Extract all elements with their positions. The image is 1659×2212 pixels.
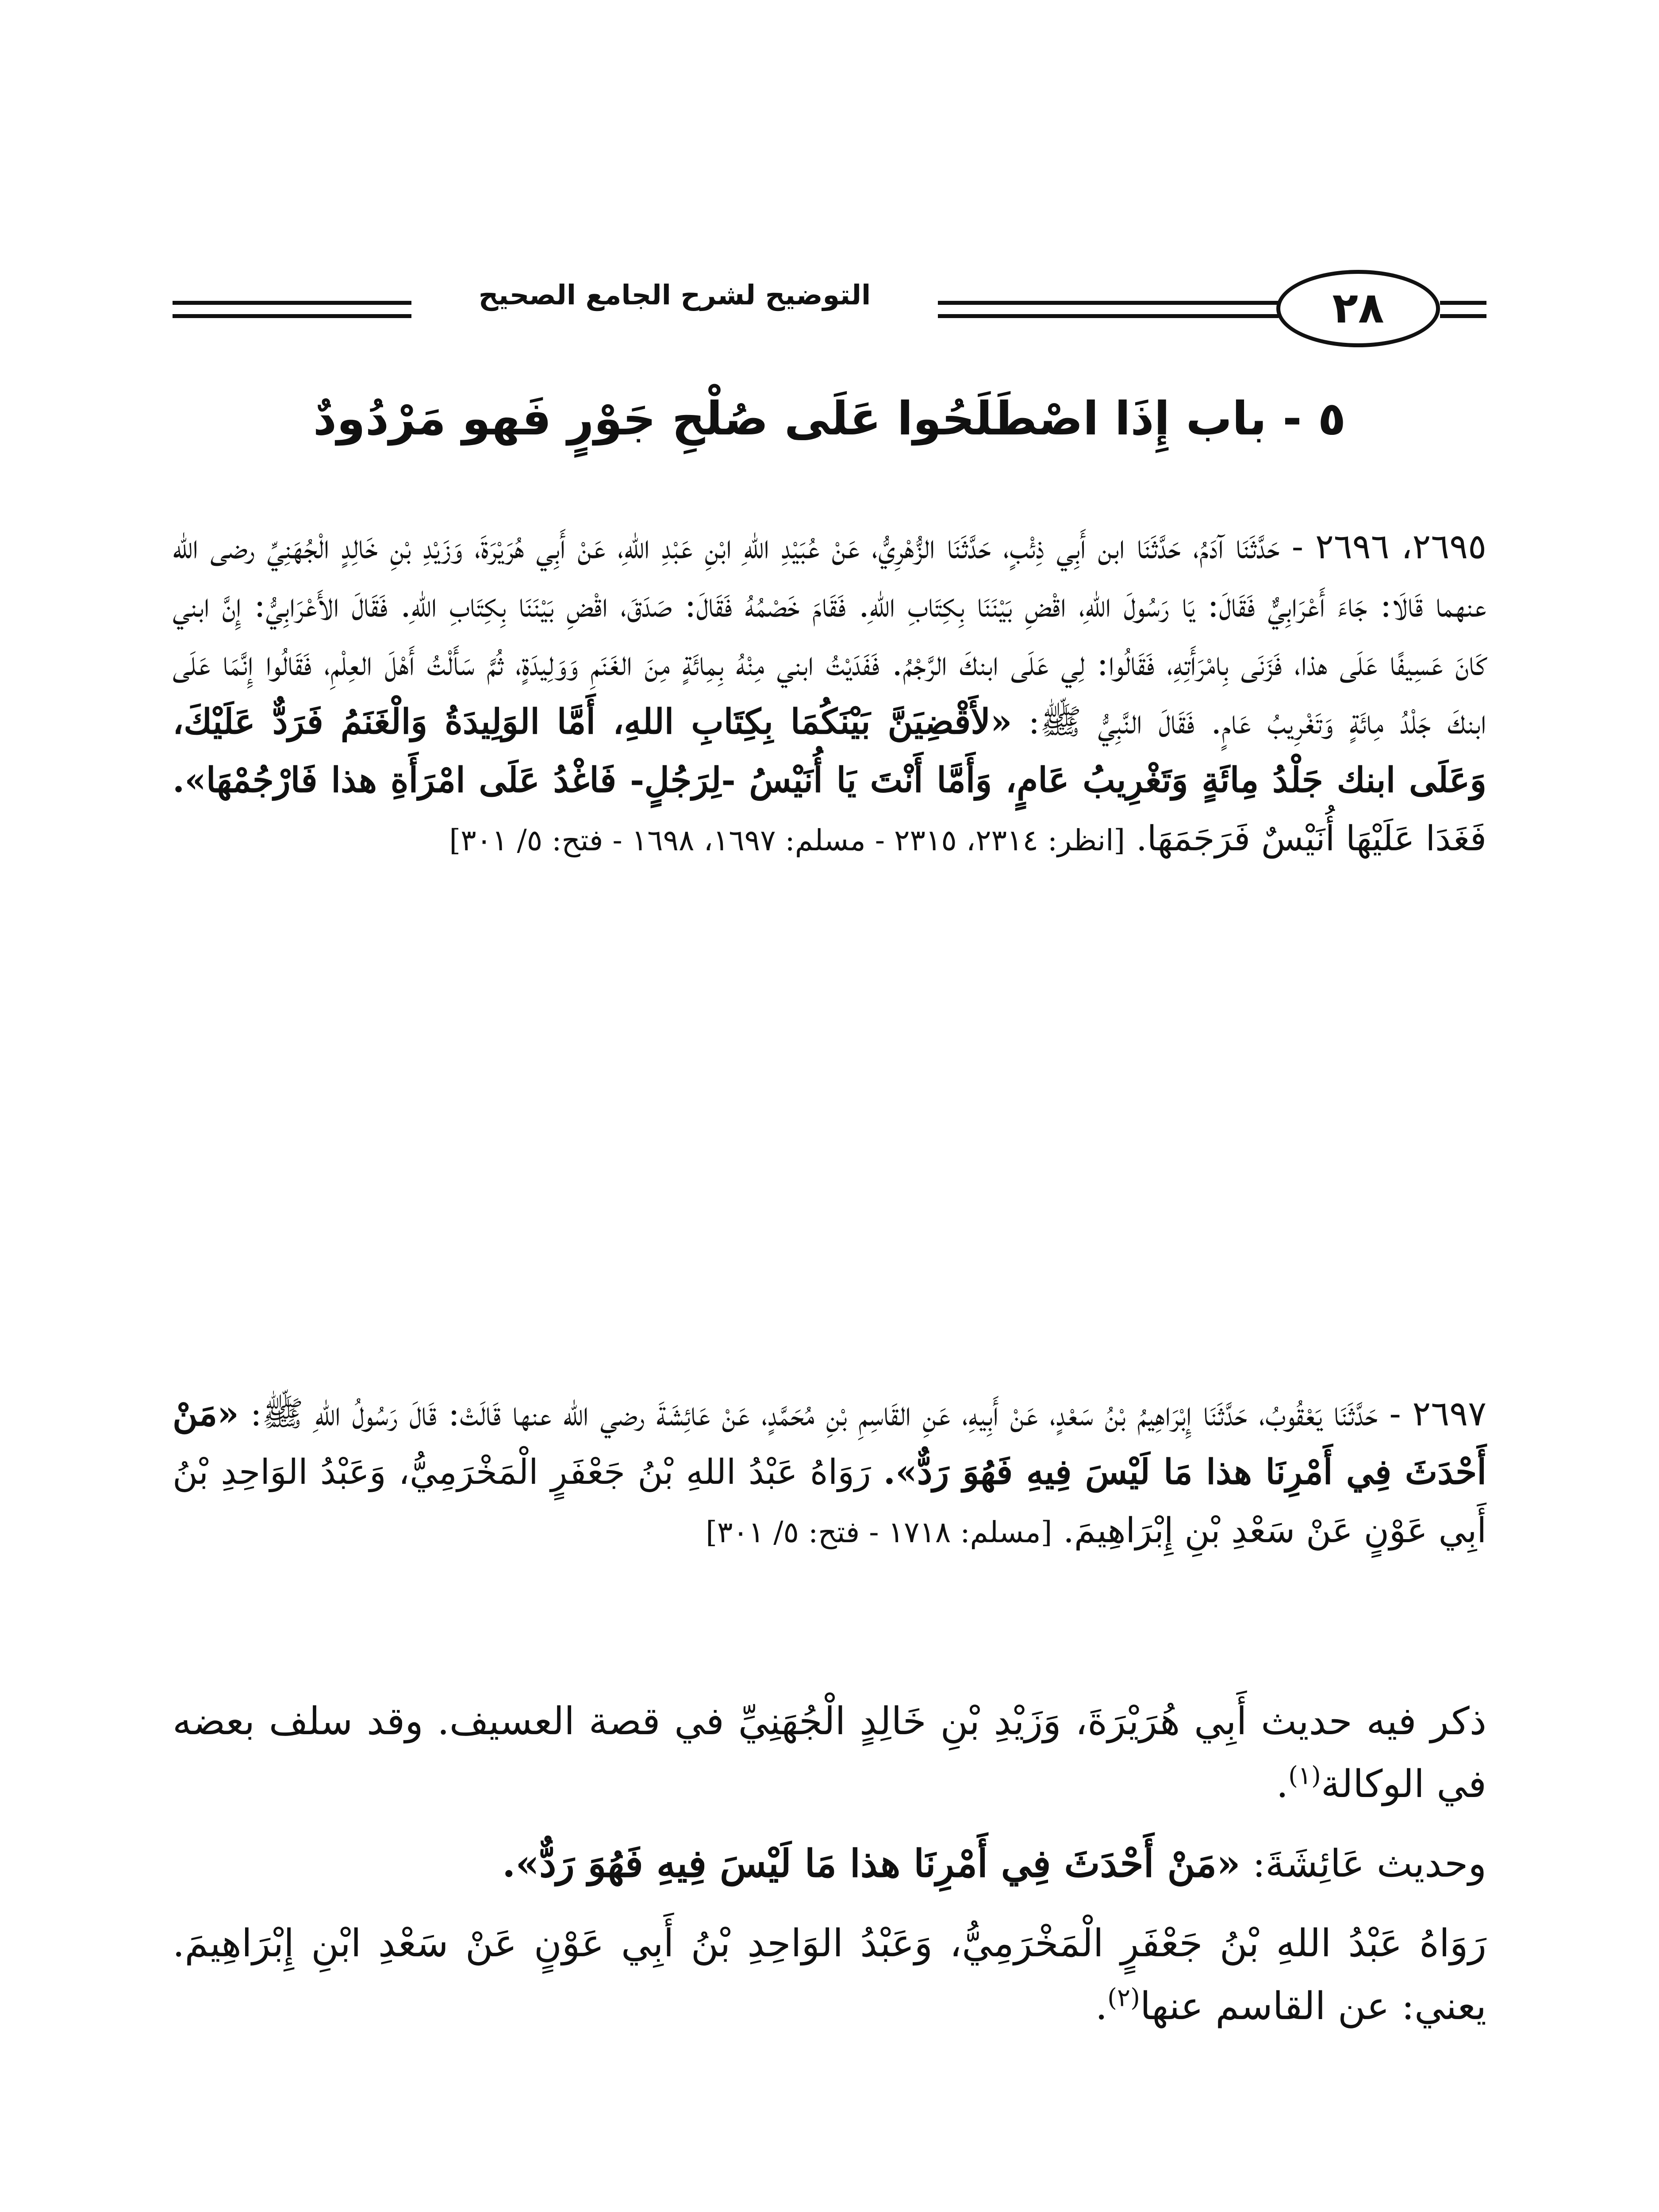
header-rule xyxy=(938,301,1279,305)
commentary xyxy=(173,1690,1486,2055)
cross-reference: [مسلم: ١٧١٨ - فتح: ٥/ ٣٠١] xyxy=(706,1515,1052,1549)
hadith-text: فَغَدَا عَلَيْهَا أُنَيْسٌ فَرَجَمَهَا. xyxy=(1136,819,1486,859)
header-rule xyxy=(173,301,411,305)
prophetic-quote: «مَنْ أَحْدَثَ فِي أَمْرِنَا هذا مَا لَيْسَ فِيهِ فَهُوَ رَدٌّ». xyxy=(502,1841,1240,1886)
footnote-marker: (٢) xyxy=(1107,1983,1140,2012)
cross-reference: [انظر: ٢٣١٤، ٢٣١٥ - مسلم: ١٦٩٧، ١٦٩٨ - فتح: ٥/ ٣٠١] xyxy=(449,823,1125,857)
prophetic-quote: «لأَقْضِيَنَّ بَيْنَكُمَا بِكِتَابِ اللهِ، أَمَّا الوَلِيدَةُ وَالْغَنَمُ فَرَدٌّ عَلَيْكَ، وَعَلَى ابنك جَلْدُ مِائَةٍ وَتَغْرِيبُ عَامٍ، وَأَمَّا أَنْتَ يَا أُنَيْسُ -لِرَجُلٍ- فَاغْدُ عَلَى امْرَأَةِ هذا فَارْجُمْهَا». xyxy=(173,702,1486,800)
hadith-text: ٢٦٩٧ - حَدَّثَنَا يَعْقُوبُ، حَدَّثَنَا إِبْرَاهِيمُ بْنُ سَعْدٍ، عَنْ أَبِيهِ، عَنِ القَاسِمِ بْنِ مُحَمَّدٍ، عَنْ عَائِشَةَ رضي الله عنها قَالَتْ: قَالَ رَسُولُ اللهِ ﷺ: xyxy=(250,1394,1486,1434)
hadith-text: رَوَاهُ عَبْدُ اللهِ بْنُ جَعْفَرٍ الْمَخْرَمِيُّ، وَعَبْدُ الوَاحِدِ بْنُ أَبِي عَوْنٍ عَنْ سَعْدِ بْنِ إِبْرَاهِيمَ. xyxy=(173,1452,1486,1551)
running-title: التوضيح لشرح الجامع الصحيح xyxy=(478,279,871,311)
chapter-title: ٥ - باب إِذَا اصْطَلَحُوا عَلَى صُلْحِ جَوْرٍ فَهو مَرْدُودٌ xyxy=(313,392,1346,445)
commentary-paragraph: ذكر فيه حديث أَبِي هُرَيْرَةَ، وَزَيْدِ بْنِ خَالِدٍ الْجُهَنِيِّ في قصة العسيف. وقد سلف بعضه في الوكالة$^{(١)}$. xyxy=(173,1699,1486,1806)
prophetic-quote: «مَنْ أَحْدَثَ فِي أَمْرِنَا هذا مَا لَيْسَ فِيهِ فَهُوَ رَدٌّ». xyxy=(173,1394,1486,1492)
running-header xyxy=(173,270,1486,347)
commentary-paragraph: رَوَاهُ عَبْدُ اللهِ بْنُ جَعْفَرٍ الْمَخْرَمِيُّ، وَعَبْدُ الوَاحِدِ بْنُ أَبِي عَوْنٍ عَنْ سَعْدِ ابْنِ إِبْرَاهِيمَ. يعني: عن القاسم عنها$^{(٢)}$. xyxy=(173,1921,1486,2028)
header-rule xyxy=(1440,301,1486,305)
header-rule xyxy=(938,314,1279,318)
hadith-text: ٢٦٩٥، ٢٦٩٦ - حَدَّثَنَا آدَمُ، حَدَّثَنَا ابن أَبِي ذِئْبٍ، حَدَّثَنَا الزُّهْرِيُّ، عَنْ عُبَيْدِ اللهِ ابْنِ عَبْدِ اللهِ، عَنْ أَبِي هُرَيْرَةَ، وَزَيْدِ بْنِ خَالِدٍ الْجُهَنِيِّ رضى الله عنهما قَالَا: جَاءَ أَعْرَابِيٌّ فَقَالَ: يَا رَسُولَ اللهِ، اقْضِ بَيْنَنَا بِكِتَابِ اللهِ. فَقَامَ خَصْمُهُ فَقَالَ: صَدَقَ، اقْضِ بَيْنَنَا بِكِتَابِ اللهِ. فَقَالَ الأَعْرَابِيُّ: إِنَّ ابني كَانَ عَسِيفًا عَلَى هذا، فَزَنَى بِامْرَأَتِهِ، فَقَالُوا: لِي عَلَى ابنكَ الرَّجْمُ. فَفَدَيْتُ ابني مِنْهُ بِمِائَةٍ مِنَ الغَنَمِ وَوَلِيدَةٍ، ثُمَّ سَأَلْتُ أَهْلَ العِلْمِ، فَقَالُوا إِنَّمَا عَلَى ابنكَ جَلْدُ مِائَةٍ وَتَغْرِيبُ عَامٍ. فَقَالَ النَّبِيُّ ﷺ: xyxy=(173,527,1487,742)
footnote-marker: (١) xyxy=(1288,1761,1321,1790)
header-rule xyxy=(1440,314,1486,318)
header-rule xyxy=(173,314,411,318)
hadith-2697 xyxy=(173,1385,1486,1562)
hadith-2695 xyxy=(173,518,1486,870)
page-number: ٢٨ xyxy=(1276,270,1440,347)
commentary-paragraph: وحديث عَائِشَةَ: «مَنْ أَحْدَثَ فِي أَمْرِنَا هذا مَا لَيْسَ فِيهِ فَهُوَ رَدٌّ». xyxy=(502,1841,1486,1886)
